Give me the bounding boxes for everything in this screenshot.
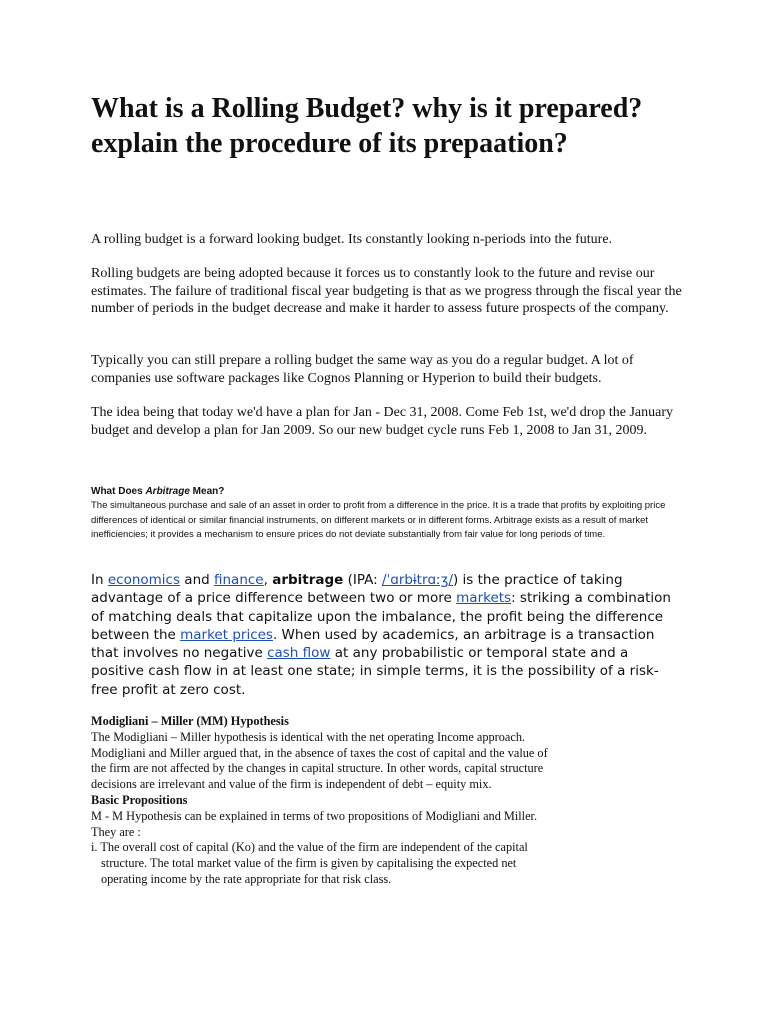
wiki-text: , xyxy=(263,572,273,588)
mm-line: decisions are irrelevant and value of the firm is independent of debt – equity mix. xyxy=(91,777,492,792)
wiki-text: and xyxy=(180,572,214,588)
paragraph-definition: A rolling budget is a forward looking budget. Its constantly looking n-periods into the future. xyxy=(91,232,613,247)
wiki-text: In xyxy=(91,572,108,588)
arbitrage-heading-term: Arbitrage xyxy=(145,486,190,497)
wiki-term-arbitrage: arbitrage xyxy=(272,572,344,588)
mm-line: structure. The total market value of the firm is given by capitalising the expected net xyxy=(101,856,517,871)
mm-line: M - M Hypothesis can be explained in terms of two propositions of Modigliani and Miller. xyxy=(91,808,538,823)
link-finance[interactable]: finance xyxy=(214,572,264,588)
mm-line: The Modigliani – Miller hypothesis is identical with the net operating Income approach. xyxy=(91,729,526,744)
link-market-prices[interactable]: market prices xyxy=(180,626,273,643)
arbitrage-heading-prefix: What Does xyxy=(91,486,146,497)
link-cash-flow[interactable]: cash flow xyxy=(267,645,331,662)
document-title: What is a Rolling Budget? why is it prepared? explain the procedure of its prepaation? xyxy=(91,93,643,159)
link-markets[interactable]: markets xyxy=(456,590,512,607)
paragraph-reasons: Rolling budgets are being adopted because it forces us to constantly look to the future and revise our estimates. The failure of traditional fiscal year budgeting is that as we progress through the fiscal year the number of periods in the budget decrease and make it harder to assess future prospects of the company. xyxy=(91,266,682,316)
wiki-text: : striking a combination of matching deals that capitalize upon the imbalance, the profit being the difference between the xyxy=(91,590,671,643)
paragraph-preparation: Typically you can still prepare a rolling budget the same way as you do a regular budget. A lot of companies use software packages like Cognos Planning or Hyperion to build their budgets. xyxy=(91,353,634,386)
mm-line: the firm are not affected by the changes in capital structure. In other words, capital structure xyxy=(91,761,544,776)
wiki-text: . When used by academics, an arbitrage is a transaction that involves no negative xyxy=(91,626,655,662)
paragraph-example: The idea being that today we'd have a plan for Jan - Dec 31, 2008. Come Feb 1st, we'd drop the January budget and develop a plan for Jan 2009. So our new budget cycle runs Feb 1, 2008 to Jan 31, 2009. xyxy=(91,405,673,438)
mm-line: i. The overall cost of capital (Ko) and the value of the firm are independent of the capital xyxy=(91,840,528,855)
link-ipa-pronunciation[interactable]: /ˈɑrbɨtrɑːʒ/ xyxy=(381,572,453,588)
mm-line: operating income by the rate appropriate for that risk class. xyxy=(101,871,392,886)
arbitrage-definition: The simultaneous purchase and sale of an asset in order to profit from a difference in the price. It is a trade that profits by exploiting price differences of identical or similar financial instruments, on different markets or in different forms. Arbitrage exists as a result of market inefficiencies; it provides a mechanism to ensure prices do not deviate substantially from fair value for long periods of time. xyxy=(91,500,666,541)
mm-hypothesis-section xyxy=(91,714,651,888)
wiki-text: at any probabilistic or temporal state and a positive cash flow in at least one state; in simple terms, it is the possibility of a risk-free profit at zero cost. xyxy=(91,645,659,698)
arbitrage-heading xyxy=(91,486,224,497)
link-economics[interactable]: economics xyxy=(107,572,181,588)
arbitrage-heading-suffix: Mean? xyxy=(189,486,225,497)
mm-line: They are : xyxy=(91,824,141,839)
wiki-text: ) is the practice of taking advantage of a price difference between two or more xyxy=(91,572,623,607)
wiki-text: (IPA: xyxy=(343,572,382,588)
mm-line: Modigliani and Miller argued that, in the absence of taxes the cost of capital and the value of xyxy=(91,745,548,760)
basic-propositions-heading: Basic Propositions xyxy=(91,792,188,807)
mm-heading: Modigliani – Miller (MM) Hypothesis xyxy=(91,714,289,728)
wiki-arbitrage-paragraph xyxy=(91,571,671,699)
